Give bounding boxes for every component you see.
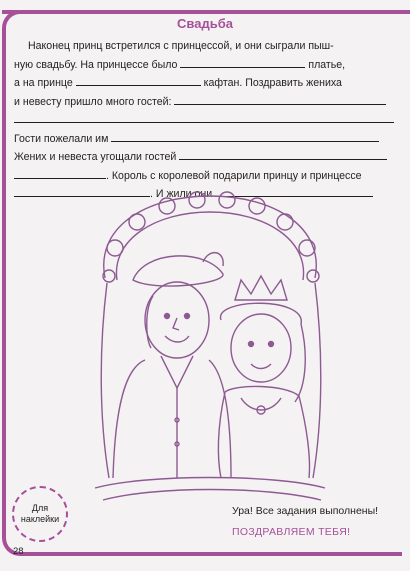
page-frame-top [2, 10, 410, 14]
text-line-7: Жених и невеста угощали гостей [14, 148, 398, 167]
text-line-9: . И жили они [14, 185, 398, 204]
blank-treats-1[interactable] [179, 148, 387, 160]
blank-guests-2[interactable] [14, 111, 394, 123]
sticker-placeholder[interactable]: Для наклейки [12, 486, 68, 542]
text-line-8: . Король с королевой подарили принцу и принцессе [14, 167, 398, 186]
blank-wishes[interactable] [111, 130, 379, 142]
text-line-6: Гости пожелали им [14, 130, 398, 149]
page-title: Свадьба [177, 16, 233, 31]
text-line-1: Наконец принц встретился с принцессой, и они сыграли пыш- [28, 40, 334, 52]
text-line-5 [14, 111, 398, 130]
blank-caftan[interactable] [76, 74, 201, 86]
blank-guests-1[interactable] [174, 93, 386, 105]
wedding-illustration [85, 188, 335, 506]
text-line-3: а на принце кафтан. Поздравить жениха [14, 74, 398, 93]
page-number: 28 [13, 546, 24, 557]
story-paragraph [14, 38, 398, 204]
congratulations-text: ПОЗДРАВЛЯЕМ ТЕБЯ! [232, 526, 351, 538]
blank-treats-2[interactable] [14, 167, 106, 179]
blank-dress[interactable] [180, 56, 305, 68]
text-line-4: и невесту пришло много гостей: [14, 93, 398, 112]
completion-message: Ура! Все задания выполнены! [232, 505, 379, 517]
text-line-2: ную свадьбу. На принцессе было платье, [14, 56, 398, 75]
